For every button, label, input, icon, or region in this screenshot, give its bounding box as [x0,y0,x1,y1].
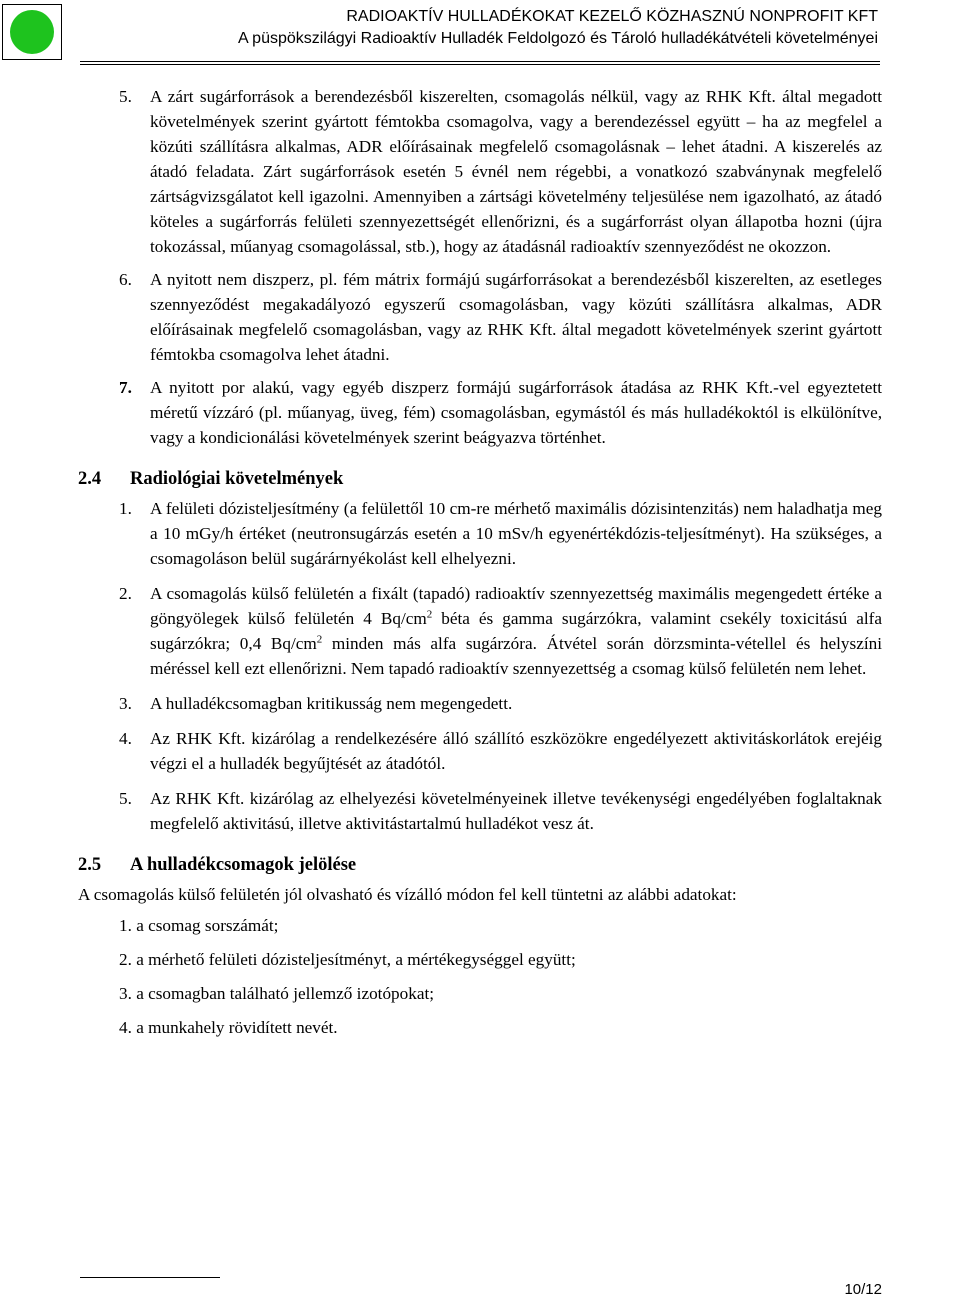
superscript: 2 [316,633,323,646]
section-number: 2.5 [78,855,102,875]
green-circle-logo-icon [3,5,61,59]
list-item-number: 1. [119,916,132,935]
list-item [78,947,882,972]
header-divider-bottom [80,64,880,65]
page-number: 10/12 [844,1281,882,1298]
list-item [78,786,882,836]
list-item-text: A nyitott por alakú, vagy egyéb diszperz formájú sugárforrások átadása az RHK Kft.-vel egyeztetett méretű vízzáró (pl. műanyag, üveg, fém) csomagolásban, egymástól és más hulladékoktól is elkülönítve, vagy a kondicionálási követelmények szerint beágyazva történhet. [150,378,882,447]
list-item-text [150,581,882,681]
list-item-number: 4. [119,1018,132,1037]
list-item [78,375,882,450]
list-item-text: A nyitott nem diszperz, pl. fém mátrix formájú sugárforrásokat a berendezésből kiszerelten, az esetleges szennyeződést megakadályozó egyszerű csomagolásban, vagy közúti szállításra alkalmas, ADR előírásainak megfelelő csomagolásban, vagy az RHK Kft. által megadott követelmények szerint gyártott fémtokba csomagolva lehet átadni. [150,270,882,364]
list-item-text: A felületi dózisteljesítmény (a felülettől 10 cm-re mérhető maximális dózisintenzitás) nem haladhatja meg a 10 mGy/h értéket (neutronsugárzás esetén a 10 mSv/h egyenértékdózis-teljesítményt). Ha szükséges, a csomagoláson belül sugárárnyékolást kell elhelyezni. [150,499,882,568]
list-item [78,913,882,938]
list-item [78,84,882,259]
page-header [0,0,960,64]
list-item [78,1015,882,1040]
document-title: A püspökszilágyi Radioaktív Hulladék Feldolgozó és Tároló hulladékátvételi követelményei [237,30,878,47]
list-item-number: 4. [119,729,132,748]
list-item [78,981,882,1006]
list-item-text: a csomag sorszámát; [136,916,279,935]
list-item-text: a mérhető felületi dózisteljesítményt, a mértékegységgel együtt; [136,950,576,969]
list-item [78,581,882,681]
section-heading-2-5 [78,852,882,878]
text-segment: minden más alfa sugárzóra. Átvétel során dörzsminta-vétellel és helyszíni méréssel kell ezt ellenőrizni. Nem tapadó radioaktív szennyezettség a csomag külső felületén nem lehet. [150,634,882,678]
list-item-number: 3. [119,984,132,1003]
footer-divider [80,1277,220,1278]
list-item-number: 2. [119,950,132,969]
header-text [238,6,878,50]
section-number: 2.4 [78,469,102,489]
list-item-number: 1. [119,499,132,518]
section-title: A hulladékcsomagok jelölése [130,855,357,875]
list-item [78,691,882,716]
list-item-text: Az RHK Kft. kizárólag az elhelyezési követelményeinek illetve tevékenységi engedélyében foglaltaknak megfelelő aktivitású, illetve aktivitástartalmú hulladékot vesz át. [150,789,882,833]
section-heading-2-4 [78,466,882,492]
superscript: 2 [426,608,433,621]
list-item-text: a csomagban található jellemző izotópokat; [136,984,434,1003]
list-item-text: A zárt sugárforrások a berendezésből kiszerelten, csomagolás nélkül, vagy az RHK Kft. által megadott követelmények szerint gyártott fémtokba csomagolva, vagy a berendezéssel együtt – ha az megfelel a közúti szállításra alkalmas, ADR előírásainak megfelelő csomagolásnak – lehet átadni. A kiszerelés az átadó feladata. Zárt sugárforrások esetén 5 évnél nem régebbi, a vonatkozó szabványnak megfelelő zártságvizsgálatot kell igazolni. Amennyiben a zártsági követelmény teljesülése nem igazolható, az átadó köteles a sugárforrás felületi szennyezettségét ellenőrizni, és a sugárforrást olyan állapotba hozni (újra tokozással, műanyag csomagolással, stb.), hogy az átadásnál radioaktív szennyeződést ne okozzon. [150,87,882,256]
list-item-text: A hulladékcsomagban kritikusság nem megengedett. [150,694,513,713]
list-item-number: 5. [119,789,132,808]
company-logo [2,4,62,60]
text-segment: A csomagolás külső felületén a fixált (tapadó) radioaktív szennyezettség maximális megengedett értéke a göngyölegek külső felületén 4 Bq/cm [150,584,882,628]
list-item-text: Az RHK Kft. kizárólag a rendelkezésére álló szállító eszközökre engedélyezett aktivitáskorlátok erejéig végzi el a hulladék begyűjtését az átadótól. [150,729,882,773]
document-body [78,84,882,1049]
section-intro-paragraph: A csomagolás külső felületén jól olvasható és vízálló módon fel kell tüntetni az alábbi adatokat: [78,885,737,904]
list-item [78,726,882,776]
list-item-number: 7. [119,378,132,397]
section-title: Radiológiai követelmények [130,469,344,489]
organization-name: RADIOAKTÍV HULLADÉKOKAT KEZELŐ KÖZHASZNÚ NONPROFIT KFT [346,8,878,25]
list-item-text: a munkahely rövidített nevét. [136,1018,338,1037]
list-item [78,267,882,367]
list-item-number: 3. [119,694,132,713]
list-item-number: 5. [119,87,132,106]
list-item-number: 6. [119,270,132,289]
header-divider-top [80,61,880,62]
list-item-number: 2. [119,584,132,603]
list-item [78,496,882,571]
text-segment: béta és gamma sugárzókra, valamint csekély toxicitású alfa sugárzókra; 0,4 Bq/cm [150,609,882,653]
